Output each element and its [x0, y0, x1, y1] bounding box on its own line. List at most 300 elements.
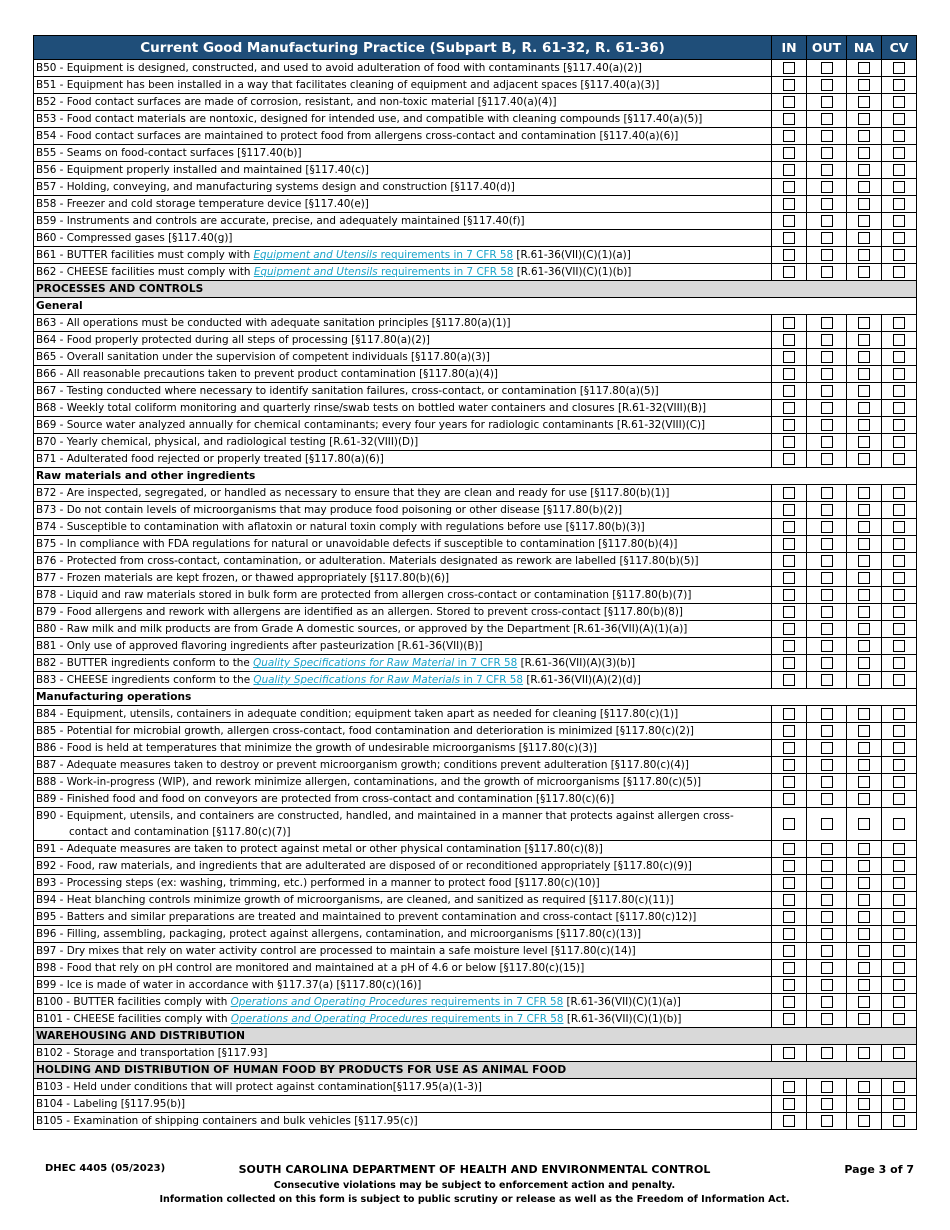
cv-checkbox[interactable]: [893, 249, 905, 261]
out-checkbox[interactable]: [821, 198, 833, 210]
na-checkbox[interactable]: [858, 725, 870, 737]
na-checkbox[interactable]: [858, 1115, 870, 1127]
out-checkbox[interactable]: [821, 911, 833, 923]
out-cell: [807, 808, 847, 841]
in-checkbox[interactable]: [783, 928, 795, 940]
in-checkbox[interactable]: [783, 742, 795, 754]
out-checkbox[interactable]: [821, 640, 833, 652]
out-checkbox[interactable]: [821, 521, 833, 533]
out-checkbox[interactable]: [821, 368, 833, 380]
na-cell: [847, 349, 882, 366]
in-checkbox[interactable]: [783, 962, 795, 974]
out-cell: [807, 332, 847, 349]
out-cell: [807, 128, 847, 145]
out-checkbox[interactable]: [821, 979, 833, 991]
cv-checkbox[interactable]: [893, 198, 905, 210]
cv-checkbox[interactable]: [893, 843, 905, 855]
in-cell: [772, 553, 807, 570]
in-checkbox[interactable]: [783, 334, 795, 346]
out-cell: [807, 60, 847, 77]
checklist-item-row: [34, 94, 917, 111]
cv-checkbox[interactable]: [893, 911, 905, 923]
regulation-link[interactable]: [231, 1013, 564, 1025]
in-checkbox[interactable]: [783, 572, 795, 584]
na-checkbox[interactable]: [858, 1047, 870, 1059]
cv-checkbox[interactable]: [893, 623, 905, 635]
in-checkbox[interactable]: [783, 198, 795, 210]
out-checkbox[interactable]: [821, 164, 833, 176]
in-checkbox[interactable]: [783, 589, 795, 601]
item-description: B86 - Food is held at temperatures that minimize the growth of undesirable microorganisms [§117.80(c)(3)]: [34, 740, 772, 757]
out-checkbox[interactable]: [821, 962, 833, 974]
cv-checkbox[interactable]: [893, 368, 905, 380]
na-cell: [847, 366, 882, 383]
cv-checkbox[interactable]: [893, 266, 905, 278]
cv-checkbox[interactable]: [893, 572, 905, 584]
na-cell: [847, 604, 882, 621]
out-checkbox[interactable]: [821, 776, 833, 788]
in-checkbox[interactable]: [783, 793, 795, 805]
na-checkbox[interactable]: [858, 640, 870, 652]
cv-checkbox[interactable]: [893, 351, 905, 363]
out-checkbox[interactable]: [821, 555, 833, 567]
in-checkbox[interactable]: [783, 911, 795, 923]
out-checkbox[interactable]: [821, 385, 833, 397]
out-checkbox[interactable]: [821, 589, 833, 601]
in-checkbox[interactable]: [783, 215, 795, 227]
cv-checkbox[interactable]: [893, 504, 905, 516]
na-cell: [847, 723, 882, 740]
na-checkbox[interactable]: [858, 317, 870, 329]
cv-checkbox[interactable]: [893, 1013, 905, 1025]
in-checkbox[interactable]: [783, 979, 795, 991]
na-cell: [847, 247, 882, 264]
in-cell: [772, 128, 807, 145]
item-description: [34, 1011, 772, 1028]
cv-cell: [882, 858, 917, 875]
cv-checkbox[interactable]: [893, 385, 905, 397]
cv-checkbox[interactable]: [893, 232, 905, 244]
in-checkbox[interactable]: [783, 1098, 795, 1110]
out-checkbox[interactable]: [821, 572, 833, 584]
cv-checkbox[interactable]: [893, 877, 905, 889]
na-checkbox[interactable]: [858, 96, 870, 108]
na-checkbox[interactable]: [858, 674, 870, 686]
out-checkbox[interactable]: [821, 725, 833, 737]
in-checkbox[interactable]: [783, 725, 795, 737]
cv-checkbox[interactable]: [893, 708, 905, 720]
out-checkbox[interactable]: [821, 928, 833, 940]
cv-checkbox[interactable]: [893, 759, 905, 771]
cv-checkbox[interactable]: [893, 436, 905, 448]
na-checkbox[interactable]: [858, 198, 870, 210]
in-checkbox[interactable]: [783, 538, 795, 550]
na-cell: [847, 638, 882, 655]
na-checkbox[interactable]: [858, 843, 870, 855]
out-checkbox[interactable]: [821, 860, 833, 872]
na-checkbox[interactable]: [858, 385, 870, 397]
na-checkbox[interactable]: [858, 147, 870, 159]
item-description: B52 - Food contact surfaces are made of corrosion, resistant, and non-toxic material [§117.40(a)(4)]: [34, 94, 772, 111]
cv-checkbox[interactable]: [893, 538, 905, 550]
na-checkbox[interactable]: [858, 113, 870, 125]
out-cell: [807, 858, 847, 875]
cv-checkbox[interactable]: [893, 147, 905, 159]
foia-notice: Information collected on this form is subject to public scrutiny or release as well as the Freedom of Information Act.: [159, 1194, 790, 1205]
na-checkbox[interactable]: [858, 453, 870, 465]
cv-checkbox[interactable]: [893, 130, 905, 142]
cv-cell: [882, 400, 917, 417]
na-checkbox[interactable]: [858, 877, 870, 889]
in-checkbox[interactable]: [783, 945, 795, 957]
item-description: B97 - Dry mixes that rely on water activity control are processed to maintain a safe moisture level [§117.80(c)(14)]: [34, 943, 772, 960]
out-checkbox[interactable]: [821, 215, 833, 227]
na-checkbox[interactable]: [858, 606, 870, 618]
na-checkbox[interactable]: [858, 742, 870, 754]
na-checkbox[interactable]: [858, 657, 870, 669]
na-checkbox[interactable]: [858, 589, 870, 601]
out-cell: [807, 383, 847, 400]
na-checkbox[interactable]: [858, 1013, 870, 1025]
in-checkbox[interactable]: [783, 606, 795, 618]
cv-cell: [882, 315, 917, 332]
out-checkbox[interactable]: [821, 1047, 833, 1059]
page-number: Page 3 of 7: [844, 1163, 914, 1176]
cv-checkbox[interactable]: [893, 1047, 905, 1059]
out-checkbox[interactable]: [821, 623, 833, 635]
in-checkbox[interactable]: [783, 1047, 795, 1059]
cv-cell: [882, 1045, 917, 1062]
item-description: B65 - Overall sanitation under the supervision of competent individuals [§117.80(a)(3)]: [34, 349, 772, 366]
cv-checkbox[interactable]: [893, 742, 905, 754]
out-checkbox[interactable]: [821, 113, 833, 125]
cv-checkbox[interactable]: [893, 96, 905, 108]
out-checkbox[interactable]: [821, 1098, 833, 1110]
in-checkbox[interactable]: [783, 181, 795, 193]
in-checkbox[interactable]: [783, 674, 795, 686]
link-suffix: requirements in 7 CFR 58: [427, 996, 564, 1008]
cv-checkbox[interactable]: [893, 181, 905, 193]
in-checkbox[interactable]: [783, 487, 795, 499]
checklist-item-row: [34, 926, 917, 943]
na-checkbox[interactable]: [858, 911, 870, 923]
out-checkbox[interactable]: [821, 504, 833, 516]
in-checkbox[interactable]: [783, 453, 795, 465]
out-checkbox[interactable]: [821, 877, 833, 889]
in-checkbox[interactable]: [783, 894, 795, 906]
cv-checkbox[interactable]: [893, 640, 905, 652]
na-checkbox[interactable]: [858, 164, 870, 176]
link-title: Quality Specifications for Raw Materials: [253, 674, 461, 686]
in-checkbox[interactable]: [783, 436, 795, 448]
out-cell: [807, 111, 847, 128]
cv-checkbox[interactable]: [893, 894, 905, 906]
cv-checkbox[interactable]: [893, 419, 905, 431]
link-suffix: in 7 CFR 58: [460, 674, 524, 686]
out-checkbox[interactable]: [821, 742, 833, 754]
regulation-link[interactable]: [253, 674, 523, 686]
in-checkbox[interactable]: [783, 351, 795, 363]
out-checkbox[interactable]: [821, 1115, 833, 1127]
cv-cell: [882, 960, 917, 977]
out-checkbox[interactable]: [821, 945, 833, 957]
cv-checkbox[interactable]: [893, 164, 905, 176]
in-checkbox[interactable]: [783, 640, 795, 652]
na-cell: [847, 1096, 882, 1113]
cv-checkbox[interactable]: [893, 962, 905, 974]
cv-checkbox[interactable]: [893, 1081, 905, 1093]
out-checkbox[interactable]: [821, 181, 833, 193]
out-cell: [807, 977, 847, 994]
na-checkbox[interactable]: [858, 215, 870, 227]
regulation-link[interactable]: [254, 266, 514, 278]
na-checkbox[interactable]: [858, 623, 870, 635]
in-checkbox[interactable]: [783, 1081, 795, 1093]
checklist-item-row: [34, 230, 917, 247]
out-checkbox[interactable]: [821, 487, 833, 499]
in-checkbox[interactable]: [783, 555, 795, 567]
cv-checkbox[interactable]: [893, 657, 905, 669]
na-checkbox[interactable]: [858, 266, 870, 278]
in-checkbox[interactable]: [783, 1115, 795, 1127]
na-checkbox[interactable]: [858, 436, 870, 448]
cv-cell: [882, 638, 917, 655]
out-cell: [807, 213, 847, 230]
in-cell: [772, 604, 807, 621]
out-cell: [807, 655, 847, 672]
cv-checkbox[interactable]: [893, 674, 905, 686]
cv-checkbox[interactable]: [893, 1098, 905, 1110]
na-cell: [847, 434, 882, 451]
in-checkbox[interactable]: [783, 402, 795, 414]
out-checkbox[interactable]: [821, 79, 833, 91]
na-cell: [847, 655, 882, 672]
in-checkbox[interactable]: [783, 385, 795, 397]
out-cell: [807, 502, 847, 519]
na-checkbox[interactable]: [858, 487, 870, 499]
out-checkbox[interactable]: [821, 1013, 833, 1025]
cv-cell: [882, 179, 917, 196]
na-checkbox[interactable]: [858, 232, 870, 244]
in-checkbox[interactable]: [783, 62, 795, 74]
out-cell: [807, 1079, 847, 1096]
item-description: B74 - Susceptible to contamination with aflatoxin or natural toxin comply with regulations before use [§117.80(b)(3)]: [34, 519, 772, 536]
cv-checkbox[interactable]: [893, 79, 905, 91]
out-checkbox[interactable]: [821, 266, 833, 278]
in-checkbox[interactable]: [783, 877, 795, 889]
in-checkbox[interactable]: [783, 232, 795, 244]
in-checkbox[interactable]: [783, 113, 795, 125]
out-cell: [807, 247, 847, 264]
out-checkbox[interactable]: [821, 657, 833, 669]
out-checkbox[interactable]: [821, 96, 833, 108]
cv-checkbox[interactable]: [893, 725, 905, 737]
in-checkbox[interactable]: [783, 96, 795, 108]
na-checkbox[interactable]: [858, 818, 870, 830]
in-cell: [772, 960, 807, 977]
in-checkbox[interactable]: [783, 860, 795, 872]
cv-checkbox[interactable]: [893, 1115, 905, 1127]
cv-checkbox[interactable]: [893, 606, 905, 618]
checklist-item-row: [34, 519, 917, 536]
na-checkbox[interactable]: [858, 1081, 870, 1093]
cv-checkbox[interactable]: [893, 62, 905, 74]
out-checkbox[interactable]: [821, 62, 833, 74]
out-checkbox[interactable]: [821, 674, 833, 686]
na-checkbox[interactable]: [858, 555, 870, 567]
regulation-link[interactable]: [253, 249, 513, 261]
na-checkbox[interactable]: [858, 79, 870, 91]
cv-cell: [882, 553, 917, 570]
na-checkbox[interactable]: [858, 249, 870, 261]
out-checkbox[interactable]: [821, 436, 833, 448]
checklist-item-row: [34, 841, 917, 858]
cv-checkbox[interactable]: [893, 113, 905, 125]
cv-checkbox[interactable]: [893, 996, 905, 1008]
in-checkbox[interactable]: [783, 317, 795, 329]
item-description: B99 - Ice is made of water in accordance with §117.37(a) [§117.80(c)(16)]: [34, 977, 772, 994]
in-checkbox[interactable]: [783, 776, 795, 788]
in-cell: [772, 366, 807, 383]
checklist-item-row: [34, 587, 917, 604]
out-checkbox[interactable]: [821, 147, 833, 159]
na-checkbox[interactable]: [858, 521, 870, 533]
na-checkbox[interactable]: [858, 538, 870, 550]
na-checkbox[interactable]: [858, 860, 870, 872]
na-cell: [847, 909, 882, 926]
na-checkbox[interactable]: [858, 776, 870, 788]
out-checkbox[interactable]: [821, 818, 833, 830]
in-checkbox[interactable]: [783, 657, 795, 669]
in-checkbox[interactable]: [783, 504, 795, 516]
in-checkbox[interactable]: [783, 843, 795, 855]
na-checkbox[interactable]: [858, 419, 870, 431]
out-checkbox[interactable]: [821, 538, 833, 550]
cv-cell: [882, 757, 917, 774]
cv-checkbox[interactable]: [893, 555, 905, 567]
cv-checkbox[interactable]: [893, 793, 905, 805]
cv-checkbox[interactable]: [893, 776, 905, 788]
cv-checkbox[interactable]: [893, 928, 905, 940]
na-cell: [847, 196, 882, 213]
na-cell: [847, 1113, 882, 1130]
regulation-link[interactable]: [253, 657, 517, 669]
out-checkbox[interactable]: [821, 708, 833, 720]
in-checkbox[interactable]: [783, 147, 795, 159]
out-checkbox[interactable]: [821, 419, 833, 431]
in-checkbox[interactable]: [783, 623, 795, 635]
cv-checkbox[interactable]: [893, 453, 905, 465]
na-cell: [847, 60, 882, 77]
out-checkbox[interactable]: [821, 843, 833, 855]
checklist-item-row: [34, 791, 917, 808]
cv-cell: [882, 366, 917, 383]
out-checkbox[interactable]: [821, 793, 833, 805]
checklist-item-row: [34, 247, 917, 264]
in-checkbox[interactable]: [783, 266, 795, 278]
cv-checkbox[interactable]: [893, 487, 905, 499]
na-checkbox[interactable]: [858, 979, 870, 991]
out-checkbox[interactable]: [821, 453, 833, 465]
na-checkbox[interactable]: [858, 62, 870, 74]
in-checkbox[interactable]: [783, 759, 795, 771]
out-checkbox[interactable]: [821, 334, 833, 346]
in-checkbox[interactable]: [783, 249, 795, 261]
in-checkbox[interactable]: [783, 130, 795, 142]
table-title: Current Good Manufacturing Practice (Subpart B, R. 61-32, R. 61-36): [34, 36, 772, 60]
cv-checkbox[interactable]: [893, 215, 905, 227]
in-checkbox[interactable]: [783, 996, 795, 1008]
na-checkbox[interactable]: [858, 928, 870, 940]
out-checkbox[interactable]: [821, 232, 833, 244]
cv-checkbox[interactable]: [893, 945, 905, 957]
out-checkbox[interactable]: [821, 402, 833, 414]
na-cell: [847, 94, 882, 111]
na-checkbox[interactable]: [858, 759, 870, 771]
in-checkbox[interactable]: [783, 79, 795, 91]
subsection-title: Raw materials and other ingredients: [34, 468, 917, 485]
na-checkbox[interactable]: [858, 996, 870, 1008]
in-checkbox[interactable]: [783, 1013, 795, 1025]
na-checkbox[interactable]: [858, 793, 870, 805]
na-checkbox[interactable]: [858, 402, 870, 414]
out-checkbox[interactable]: [821, 351, 833, 363]
na-checkbox[interactable]: [858, 351, 870, 363]
in-checkbox[interactable]: [783, 164, 795, 176]
cv-checkbox[interactable]: [893, 589, 905, 601]
na-checkbox[interactable]: [858, 504, 870, 516]
na-checkbox[interactable]: [858, 945, 870, 957]
cv-checkbox[interactable]: [893, 402, 905, 414]
cv-checkbox[interactable]: [893, 979, 905, 991]
checklist-item-row: [34, 264, 917, 281]
in-checkbox[interactable]: [783, 818, 795, 830]
in-checkbox[interactable]: [783, 521, 795, 533]
cv-checkbox[interactable]: [893, 521, 905, 533]
in-checkbox[interactable]: [783, 419, 795, 431]
out-checkbox[interactable]: [821, 1081, 833, 1093]
cv-checkbox[interactable]: [893, 334, 905, 346]
na-checkbox[interactable]: [858, 130, 870, 142]
na-checkbox[interactable]: [858, 894, 870, 906]
out-checkbox[interactable]: [821, 606, 833, 618]
in-checkbox[interactable]: [783, 368, 795, 380]
in-checkbox[interactable]: [783, 708, 795, 720]
out-checkbox[interactable]: [821, 130, 833, 142]
out-checkbox[interactable]: [821, 894, 833, 906]
out-checkbox[interactable]: [821, 996, 833, 1008]
out-checkbox[interactable]: [821, 317, 833, 329]
na-checkbox[interactable]: [858, 1098, 870, 1110]
na-checkbox[interactable]: [858, 368, 870, 380]
na-checkbox[interactable]: [858, 962, 870, 974]
in-cell: [772, 926, 807, 943]
na-checkbox[interactable]: [858, 708, 870, 720]
out-checkbox[interactable]: [821, 759, 833, 771]
link-title: Equipment and Utensils: [253, 249, 378, 261]
na-checkbox[interactable]: [858, 181, 870, 193]
cv-checkbox[interactable]: [893, 317, 905, 329]
na-checkbox[interactable]: [858, 572, 870, 584]
cv-checkbox[interactable]: [893, 818, 905, 830]
na-cell: [847, 400, 882, 417]
cv-checkbox[interactable]: [893, 860, 905, 872]
na-checkbox[interactable]: [858, 334, 870, 346]
out-checkbox[interactable]: [821, 249, 833, 261]
regulation-link[interactable]: [231, 996, 564, 1008]
checklist-item-row: [34, 909, 917, 926]
out-cell: [807, 519, 847, 536]
